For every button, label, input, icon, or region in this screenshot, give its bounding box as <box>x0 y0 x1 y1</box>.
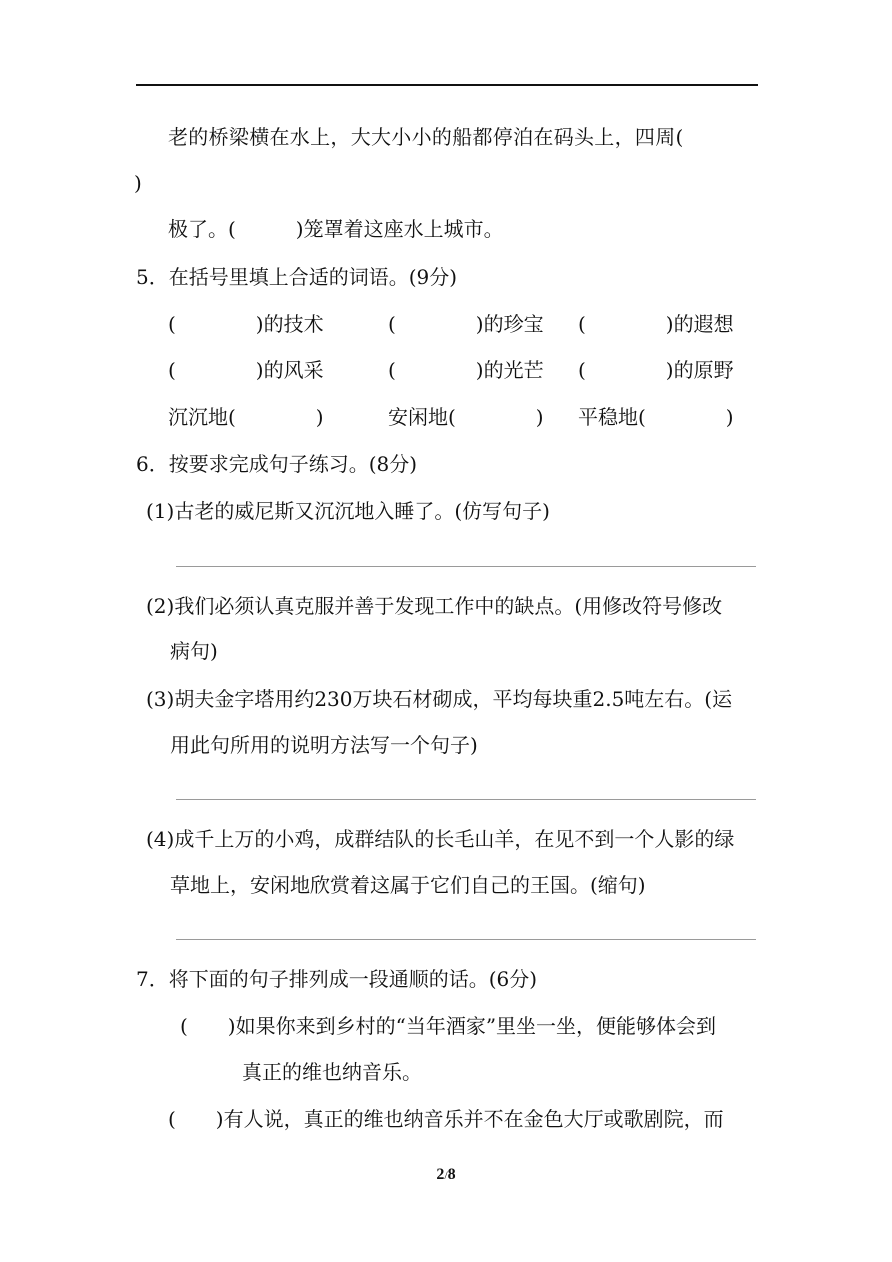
intro-line-1: 老的桥梁横在水上，大大小小的船都停泊在码头上，四周( <box>168 125 684 149</box>
answer-line-1[interactable] <box>176 566 756 567</box>
q7-sentence-2-line-1: ( )有人说，真正的维也纳音乐并不在金色大厅或歌剧院，而 <box>168 1107 724 1131</box>
q6-sentence-3-line-2: 用此句所用的说明方法写一个句子) <box>170 733 478 757</box>
q5-item: ( )的遐想 <box>578 312 734 336</box>
q6-sentence-4-line-1: (4)成千上万的小鸡，成群结队的长毛山羊，在见不到一个人影的绿 <box>146 827 735 851</box>
page-number <box>0 1166 892 1184</box>
intro-line-2: ) <box>134 171 142 195</box>
q6-sentence-1: (1)古老的威尼斯又沉沉地入睡了。(仿写句子) <box>146 499 550 523</box>
q5-item: 沉沉地( ) <box>168 405 324 429</box>
q6-sentence-2-line-2: 病句) <box>170 639 218 663</box>
q6-sentence-2-line-1: (2)我们必须认真克服并善于发现工作中的缺点。(用修改符号修改 <box>146 594 723 618</box>
page-separator: / <box>444 1168 448 1182</box>
header-rule <box>136 84 758 86</box>
q5-item: ( )的风采 <box>168 358 324 382</box>
question-5-title: 5．在括号里填上合适的词语。(9分) <box>136 265 458 289</box>
q5-item: ( )的光芒 <box>388 358 544 382</box>
q7-sentence-1-line-2: 真正的维也纳音乐。 <box>242 1060 422 1084</box>
answer-line-3[interactable] <box>176 939 756 940</box>
q7-sentence-1-line-1: ( )如果你来到乡村的“当年酒家”里坐一坐，便能够体会到 <box>180 1014 717 1038</box>
page-current: 2 <box>436 1166 445 1183</box>
page-total: 8 <box>447 1166 456 1183</box>
q5-item: ( )的技术 <box>168 312 324 336</box>
q6-sentence-3-line-1: (3)胡夫金字塔用约230万块石材砌成，平均每块重2.5吨左右。(运 <box>146 687 733 711</box>
q5-item: ( )的原野 <box>578 358 734 382</box>
intro-line-3: 极了。( )笼罩着这座水上城市。 <box>168 217 504 241</box>
q5-item: 安闲地( ) <box>388 405 544 429</box>
q5-item: 平稳地( ) <box>578 405 734 429</box>
question-6-title: 6．按要求完成句子练习。(8分) <box>136 452 418 476</box>
question-7-title: 7．将下面的句子排列成一段通顺的话。(6分) <box>136 967 538 991</box>
q5-item: ( )的珍宝 <box>388 312 544 336</box>
q6-sentence-4-line-2: 草地上，安闲地欣赏着这属于它们自己的王国。(缩句) <box>170 873 646 897</box>
answer-line-2[interactable] <box>176 799 756 800</box>
